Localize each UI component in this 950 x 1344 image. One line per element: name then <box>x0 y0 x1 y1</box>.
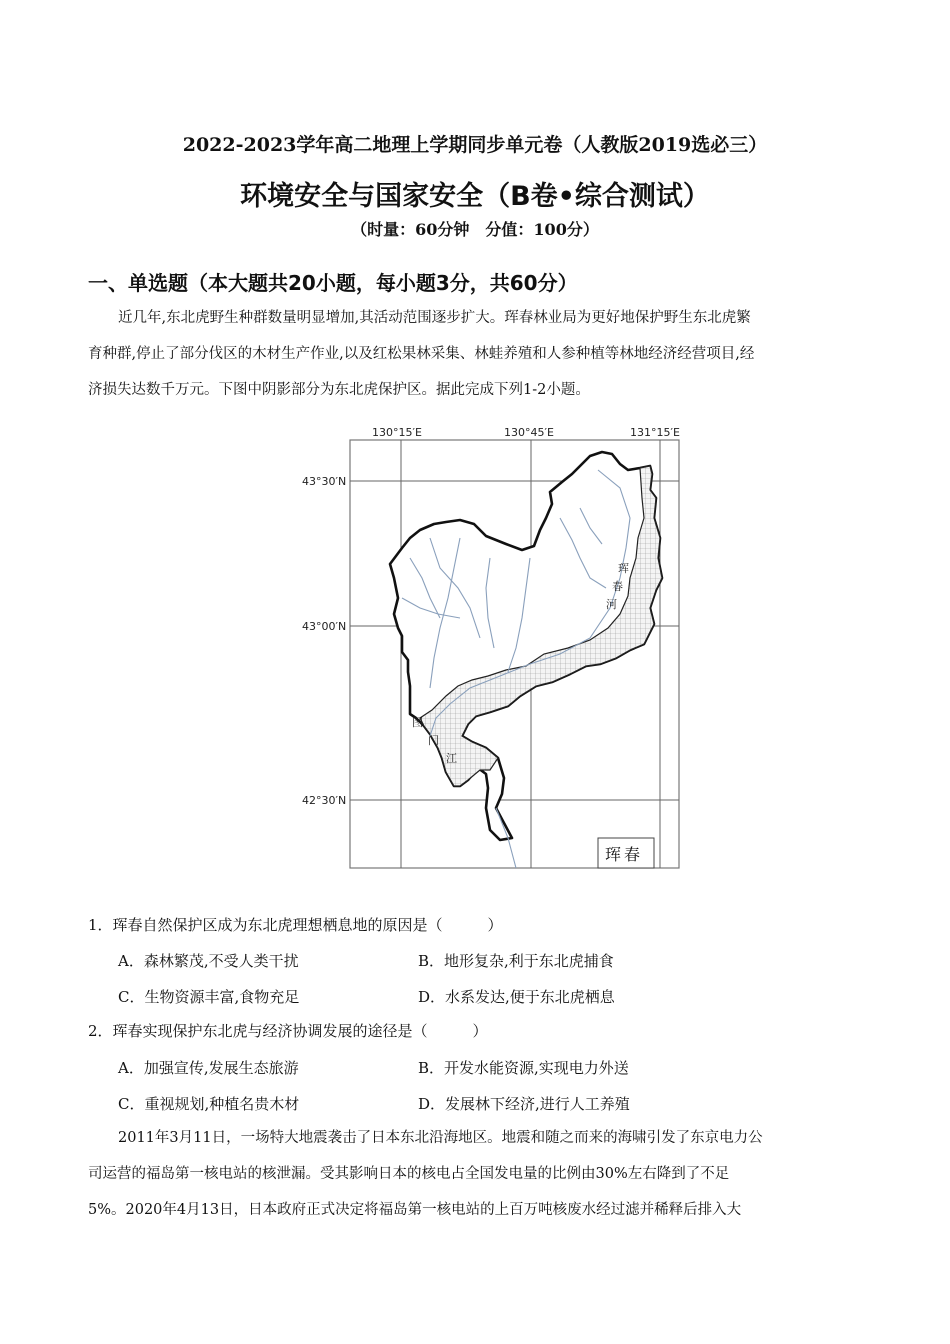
question-2-option-b[interactable]: B．开发水能资源,实现电力外送 <box>418 1059 629 1077</box>
question-1-option-a[interactable]: A．森林繁茂,不受人类干扰 <box>118 952 299 970</box>
question-1-option-d[interactable]: D．水系发达,便于东北虎栖息 <box>418 988 615 1006</box>
passage-intro <box>88 300 863 408</box>
passage-text: 济损失达数千万元。下图中阴影部分为东北虎保护区。据此完成下列1-2小题。 <box>88 382 590 398</box>
question-1-option-b[interactable]: B．地形复杂,利于东北虎捕食 <box>418 952 614 970</box>
question-1-option-c[interactable]: C．生物资源丰富,食物充足 <box>118 988 300 1006</box>
lon-label: 130°45′E <box>504 426 554 439</box>
passage-line <box>88 336 863 372</box>
river-label: 江 <box>446 752 457 765</box>
question-2-option-a[interactable]: A．加强宣传,发展生态旅游 <box>118 1059 299 1077</box>
lat-label: 43°30′N <box>302 475 347 488</box>
passage-line <box>88 1192 863 1228</box>
question-1-stem: 1．珲春自然保护区成为东北虎理想栖息地的原因是（ ） <box>88 916 503 934</box>
exam-meta: （时量：60分钟 分值：100分） <box>351 220 599 239</box>
passage-text: 育种群,停止了部分伐区的木材生产作业,以及红松果林采集、林蛙养殖和人参种植等林地经济经营项目,经 <box>88 346 755 362</box>
passage-text: 2011年3月11日，一场特大地震袭击了日本东北沿海地区。地震和随之而来的海啸引发了东京电力公 <box>118 1130 763 1146</box>
lat-label: 42°30′N <box>302 794 347 807</box>
exam-title: 环境安全与国家安全（B卷•综合测试） <box>240 181 710 212</box>
passage-text: 司运营的福岛第一核电站的核泄漏。受其影响日本的核电占全国发电量的比例由30%左右降到了不足 <box>88 1166 730 1182</box>
lon-label: 131°15′E <box>630 426 680 439</box>
exam-subtitle: 2022-2023学年高二地理上学期同步单元卷（人教版2019选必三） <box>182 134 768 156</box>
question-2-option-d[interactable]: D．发展林下经济,进行人工养殖 <box>418 1095 630 1113</box>
river-label: 图 <box>412 716 423 729</box>
lat-label: 43°00′N <box>302 620 347 633</box>
passage-fukushima <box>88 1120 863 1228</box>
passage-line <box>88 1120 863 1156</box>
map-title: 珲春 <box>605 845 644 864</box>
question-2-option-c[interactable]: C．重视规划,种植名贵木材 <box>118 1095 300 1113</box>
passage-text: 近几年,东北虎野生种群数量明显增加,其活动范围逐步扩大。珲春林业局为更好地保护野生东北虎繁 <box>118 310 751 326</box>
river-label: 珲 <box>618 562 629 575</box>
hunchun-map <box>290 418 710 888</box>
section-heading: 一、单选题（本大题共20小题，每小题3分，共60分） <box>88 271 578 295</box>
passage-text: 5%。2020年4月13日，日本政府正式决定将福岛第一核电站的上百万吨核废水经过滤并稀释后排入大 <box>88 1202 742 1218</box>
river-label: 门 <box>428 734 439 747</box>
passage-line <box>88 300 863 336</box>
river-label: 河 <box>606 598 617 611</box>
question-2-stem: 2．珲春实现保护东北虎与经济协调发展的途径是（ ） <box>88 1022 488 1040</box>
lon-label: 130°15′E <box>372 426 422 439</box>
passage-line <box>88 1156 863 1192</box>
passage-line <box>88 372 863 408</box>
river-label: 春 <box>612 580 623 593</box>
